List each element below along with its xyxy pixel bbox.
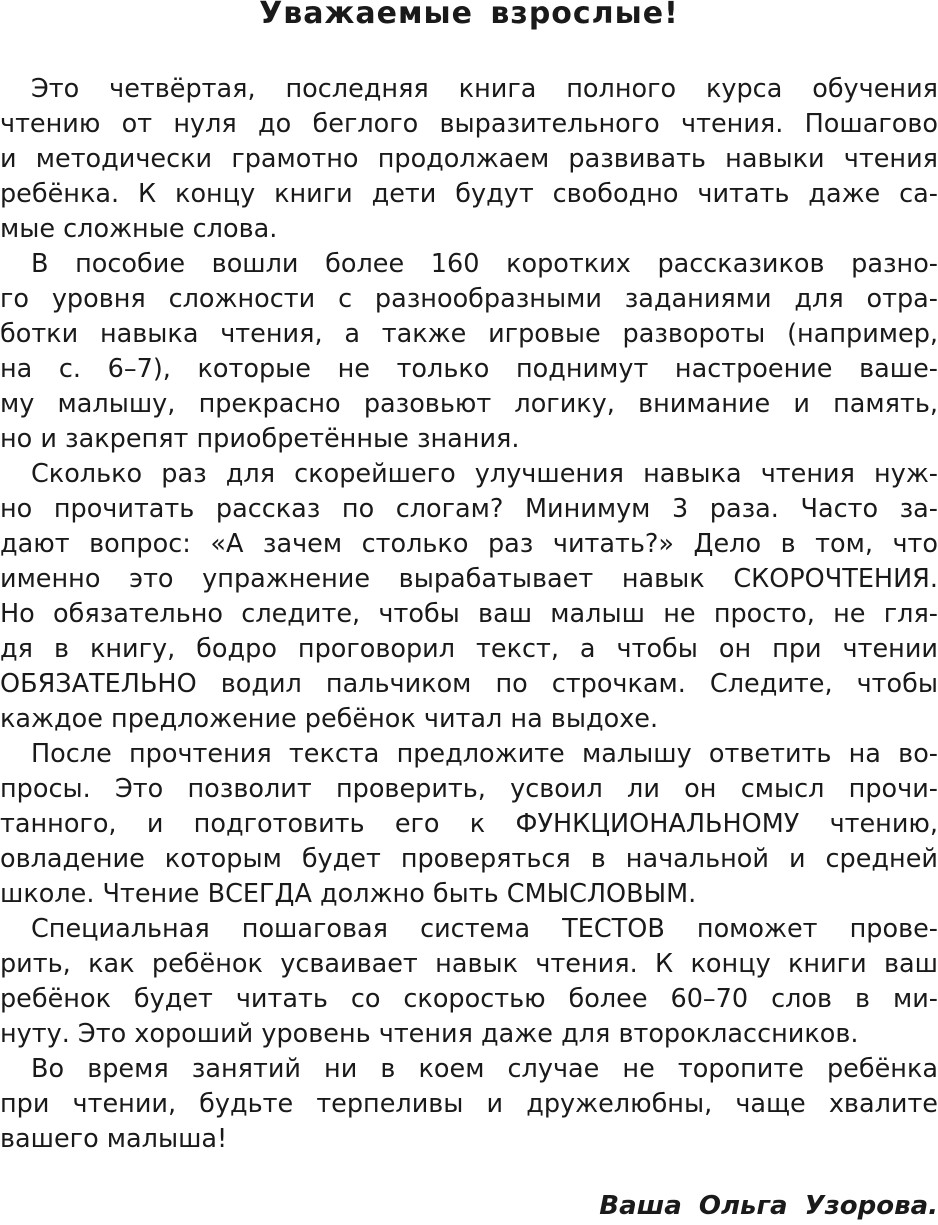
text-line: ботки навыка чтения, а также игровые развороты (например,	[0, 319, 938, 349]
text-line: школе. Чтение ВСЕГДА должно быть СМЫСЛОВЫМ.	[0, 879, 697, 909]
text-line: В пособие вошли более 160 коротких рассказиков разно-	[31, 249, 938, 279]
text-line: овладение которым будет проверяться в начальной и средней	[0, 844, 938, 874]
text-line: Это четвёртая, последняя книга полного курса обучения	[31, 74, 938, 104]
paragraph	[0, 1052, 938, 1157]
text-line: ребёнок будет читать со скоростью более 60–70 слов в ми-	[0, 984, 938, 1014]
text-line: каждое предложение ребёнок читал на выдохе.	[0, 704, 659, 734]
text-line: Во время занятий ни в коем случае не торопите ребёнка	[31, 1054, 938, 1084]
paragraph	[0, 457, 938, 737]
paragraph	[0, 737, 938, 912]
text-line: го уровня сложности с разнообразными заданиями для отра-	[0, 284, 938, 314]
text-line: но и закрепят приобретённые знания.	[0, 424, 520, 454]
text-line: рить, как ребёнок усваивает навык чтения. К концу книги ваш	[0, 949, 938, 979]
text-line: дя в книгу, бодро проговорил текст, а чтобы он при чтении	[0, 634, 938, 664]
text-line: дают вопрос: «А зачем столько раз читать?» Дело в том, что	[0, 529, 938, 559]
author-signature: Ваша Ольга Узорова.	[599, 1191, 938, 1221]
text-line: Но обязательно следите, чтобы ваш малыш не просто, не гля-	[0, 599, 938, 629]
text-line: ребёнка. К концу книги дети будут свободно читать даже са-	[0, 179, 938, 209]
text-line: именно это упражнение вырабатывает навык СКОРОЧТЕНИЯ.	[0, 564, 938, 594]
page-title: Уважаемые взрослые!	[259, 0, 679, 31]
text-line: вашего малыша!	[0, 1124, 228, 1154]
text-line: танного, и подготовить его к ФУНКЦИОНАЛЬНОМУ чтению,	[0, 809, 938, 839]
text-line: нуту. Это хороший уровень чтения даже для второклассников.	[0, 1019, 859, 1049]
paragraph	[0, 247, 938, 457]
body-text	[0, 72, 938, 1157]
paragraph	[0, 72, 938, 247]
text-line: на с. 6–7), которые не только поднимут настроение ваше-	[0, 354, 938, 384]
text-line: му малышу, прекрасно разовьют логику, внимание и память,	[0, 389, 938, 419]
text-line: Специальная пошаговая система ТЕСТОВ поможет прове-	[31, 914, 938, 944]
text-line: После прочтения текста предложите малышу ответить на во-	[31, 739, 938, 769]
text-line: Сколько раз для скорейшего улучшения навыка чтения нуж-	[31, 459, 938, 489]
text-line: просы. Это позволит проверить, усвоил ли он смысл прочи-	[0, 774, 938, 804]
text-line: ОБЯЗАТЕЛЬНО водил пальчиком по строчкам. Следите, чтобы	[0, 669, 938, 699]
text-line: мые сложные слова.	[0, 214, 278, 244]
text-line: чтению от нуля до беглого выразительного чтения. Пошагово	[0, 109, 938, 139]
paragraph	[0, 912, 938, 1052]
text-line: но прочитать рассказ по слогам? Минимум 3 раза. Часто за-	[0, 494, 938, 524]
text-line: при чтении, будьте терпеливы и дружелюбны, чаще хвалите	[0, 1089, 938, 1119]
text-line: и методически грамотно продолжаем развивать навыки чтения	[0, 144, 938, 174]
